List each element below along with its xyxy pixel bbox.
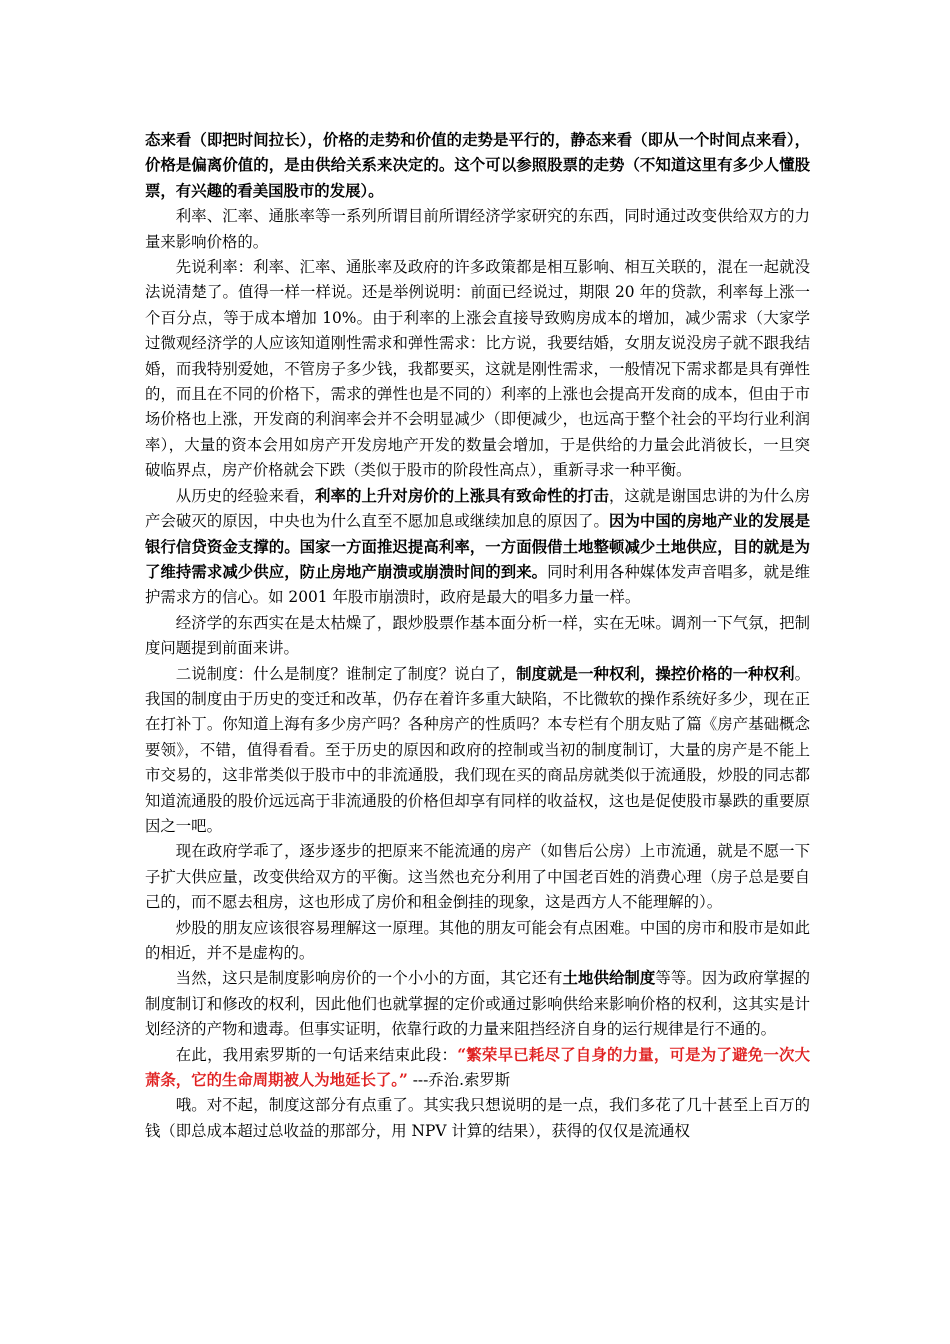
text-run: 。我国的制度由于历史的变迁和改革，仍存在着许多重大缺陷，不比微软的操作系统好多少，现在正在打补丁。你知道上海有多少房产吗？各种房产的性质吗？本专栏有个朋友贴了篇《房产基础概念要领》，不错，值得看看。至于历史的原因和政府的控制或当初的制度制订，大量的房产是不能上市交易的，这非常类似于股市中的非流通股，我们现在买的商品房就类似于流通股，炒股的同志都知道流通股的股价远远高于非流通股的价格但却享有同样的收益权，这也是促使股市暴跌的重要原因之一吧。 [145,664,810,835]
paragraph-4 [145,484,810,611]
paragraph-11 [145,1093,810,1144]
bold-text-run: 利率的上升对房价的上涨具有致命性的打击 [315,486,609,505]
quote-attribution: ---乔治.索罗斯 [407,1071,511,1090]
text-run: 在此，我用索罗斯的一句话来结束此段： [175,1045,458,1064]
paragraph-5 [145,611,810,662]
text-run: 炒股的朋友应该很容易理解这一原理。其他的朋友可能会有点困难。中国的房市和股市是如此的相近，并不是虚构的。 [145,918,810,962]
paragraph-3 [145,255,810,484]
paragraph-10 [145,1043,810,1094]
paragraph-9 [145,966,810,1042]
text-run: 利率、汇率、通胀率等一系列所谓目前所谓经济学家研究的东西，同时通过改变供给双方的力量来影响价格的。 [145,207,810,251]
bold-text-run: 制度就是一种权利，操控价格的一种权利 [516,664,795,683]
text-run: 同时利用各种媒体发声音唱多，就是维护需求方的信心。如 2001 年股市崩溃时，政府是最大的唱多力量一样。 [145,562,810,607]
paragraph-7 [145,839,810,915]
bold-text-run: 因为中国的房地产业的发展是银行信贷资金支撑的。国家一方面推迟提高利率，一方面假借土地整顿减少土地供应，目的就是为了维持需求减少供应，防止房地产崩溃或崩溃时间的到来。 [145,512,810,581]
document-page [145,128,810,1144]
text-run: 二说制度：什么是制度？谁制定了制度？说白了， [175,664,517,683]
paragraph-6 [145,662,810,840]
paragraph-1 [145,128,810,204]
text-run: 现在政府学乖了，逐步逐步的把原来不能流通的房产（如售后公房）上市流通，就是不愿一下子扩大供应量，改变供给双方的平衡。这当然也充分利用了中国老百姓的消费心理（房子总是要自己的，而不愿去租房，这也形成了房价和租金倒挂的现象，这是西方人不能理解的）。 [145,842,810,912]
text-run: ，这就是谢国忠讲的为什么房产会破灭的原因，中央也为什么直至不愿加息或继续加息的原因了。 [145,486,810,531]
bold-text-run: 土地供给制度 [562,969,656,988]
text-run: 哦。对不起，制度这部分有点重了。其实我只想说明的是一点，我们多花了几十甚至上百万的钱（即总成本超过总收益的那部分，用 NPV 计算的结果），获得的仅仅是流通权 [145,1096,810,1140]
text-run: 先说利率：利率、汇率、通胀率及政府的许多政策都是相互影响、相互关联的，混在一起就没法说清楚了。值得一样一样说。还是举例说明：前面已经说过，期限 20 年的贷款，利率每上涨一个百分点，等于成本增加 10%。由于利率的上涨会直接导致购房成本的增加，减少需求（大家学过微观经济学的人应该知道刚性需求和弹性需求：比方说，我要结婚，女朋友说没房子就不跟我结婚，而我特别爱她，不管房子多少钱，我都要买，这就是刚性需求，一般情况下需求都是具有弹性的，而且在不同的价格下，需求的弹性也是不同的）利率的上涨也会提高开发商的成本，但由于市场价格也上涨，开发商的利润率会并不会明显减少（即便减少，也远高于整个社会的平均行业利润率），大量的资本会用如房产开发房地产开发的数量会增加，于是供给的力量会此消彼长，一旦突破临界点，房产价格就会下跌（类似于股市的阶段性高点），重新寻求一种平衡。 [145,258,810,480]
text-run: 经济学的东西实在是太枯燥了，跟炒股票作基本面分析一样，实在无味。调剂一下气氛，把制度问题提到前面来讲。 [145,613,810,658]
paragraph-8 [145,916,810,967]
text-run: 从历史的经验来看， [175,486,316,505]
soros-quote: “繁荣早已耗尽了自身的力量，可是为了避免一次大萧条，它的生命周期被人为地延长了。” [145,1045,810,1090]
text-run: 态来看（即把时间拉长），价格的走势和价值的走势是平行的，静态来看（即从一个时间点来看），价格是偏离价值的，是由供给关系来决定的。这个可以参照股票的走势（不知道这里有多少人懂股票，有兴趣的看美国股市的发展）。 [145,131,810,200]
text-run: 等等。因为政府掌握的制度制订和修改的权利，因此他们也就掌握的定价或通过影响供给来影响价格的权利，这其实是计划经济的产物和遗毒。但事实证明，依靠行政的力量来阻挡经济自身的运行规律是行不通的。 [145,969,810,1039]
text-run: 当然，这只是制度影响房价的一个小小的方面，其它还有 [175,969,563,988]
paragraph-2 [145,204,810,255]
